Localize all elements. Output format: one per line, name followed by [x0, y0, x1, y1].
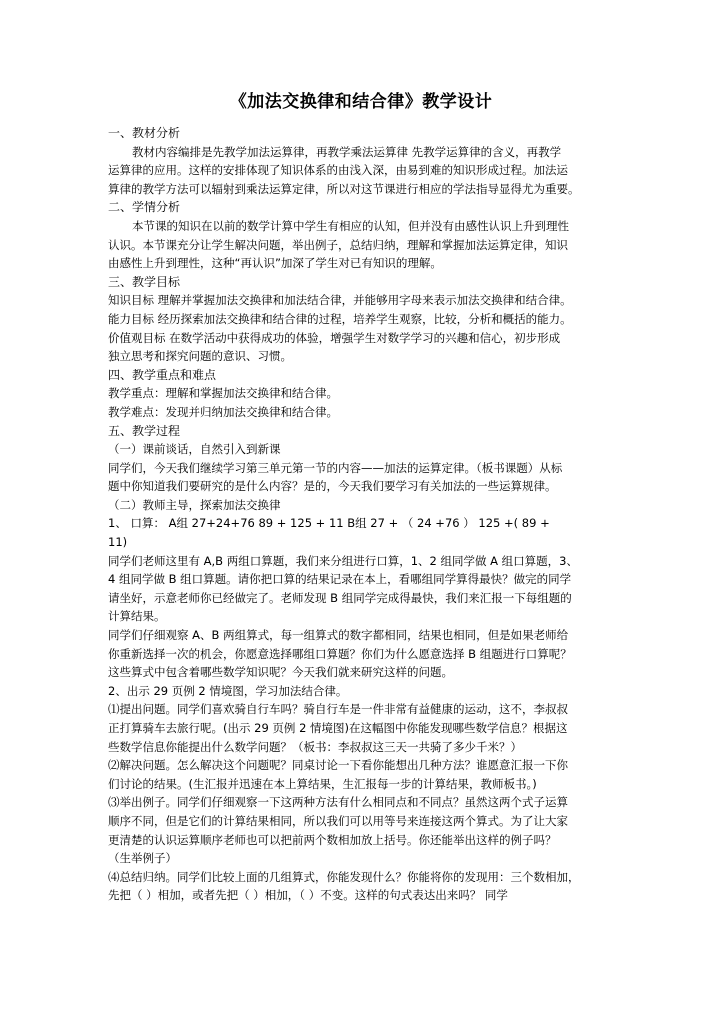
section-heading-teaching-process: 五、教学过程	[108, 423, 181, 438]
paragraph-line: 同学们老师这里有 A,B 两组口算题，我们来分组进行口算，1、2 组同学做 A 组口算题，3、	[108, 553, 579, 568]
paragraph-line: 运算律的应用。这样的安排体现了知识体系的由浅入深，由易到难的知识形成过程。加法运	[108, 163, 568, 178]
paragraph-line: ⑶举出例子。同学们仔细观察一下这两种方法有什么相同点和不同点？虽然这两个式子运算	[108, 795, 568, 810]
subsection-heading: （一）课前谈话，自然引入到新课	[108, 442, 281, 457]
paragraph-line: 算律的教学方法可以辐射到乘法运算定律，所以对这节课进行相应的学法指导显得尤为重要。	[108, 181, 580, 196]
paragraph-line: 同学们，今天我们继续学习第三单元第一节的内容——加法的运算定律。（板书课题）从标	[108, 460, 563, 475]
paragraph-line: 独立思考和探究问题的意识、习惯。	[108, 349, 292, 364]
paragraph-line: 11)	[108, 535, 128, 550]
paragraph-line: 教材内容编排是先教学加法运算律，再教学乘法运算律 先教学运算律的含义，再教学	[132, 144, 562, 159]
paragraph-line: ⑷总结归纳。同学们比较上面的几组算式，你能发现什么？你能将你的发现用：三个数相加，	[108, 869, 580, 884]
paragraph-line: 正打算骑车去旅行呢。(出示 29 页例 2 情境图)在这幅图中你能发现哪些数学信息？根据这	[108, 721, 568, 735]
paragraph-line: 教学重点：理解和掌握加法交换律和结合律。	[108, 386, 338, 401]
paragraph-line: 更清楚的认识运算顺序老师也可以把前两个数相加放上括号。你还能举出这样的例子吗？	[108, 832, 557, 847]
paragraph-line: 这些算式中包含着哪些数学知识呢？今天我们就来研究这样的问题。	[108, 665, 453, 680]
paragraph-line: 们讨论的结果。(生汇报并迅速在本上算结果，生汇报每一步的计算结果，教师板书。)	[108, 776, 537, 791]
paragraph-line: （生举例子）	[108, 851, 177, 866]
section-heading-textbook-analysis: 一、教材分析	[108, 126, 181, 140]
paragraph-line: 知识目标 理解并掌握加法交换律和加法结合律，并能够用字母来表示加法交换律和结合律。	[108, 293, 572, 308]
paragraph-line: ⑴提出问题。同学们喜欢骑自行车吗？骑自行车是一件非常有益健康的运动，这不，李叔叔	[108, 702, 568, 717]
paragraph-line: 价值观目标 在数学活动中获得成功的体验，增强学生对数学学习的兴趣和信心，初步形成	[108, 330, 561, 345]
paragraph-line: 教学难点：发现并归纳加法交换律和结合律。	[108, 404, 338, 419]
section-heading-key-points: 四、教学重点和难点	[108, 367, 217, 382]
paragraph-line: 你重新选择一次的机会，你愿意选择哪组口算题？你们为什么愿意选择 B 组题进行口算呢？	[108, 646, 572, 661]
subsection-heading: （二）教师主导，探索加法交换律	[108, 497, 281, 512]
document-page	[108, 90, 614, 905]
paragraph-line: 同学们仔细观察 A、B 两组算式，每一组算式的数字都相同，结果也相同，但是如果老师给	[108, 628, 569, 643]
paragraph-line: 些数学信息你能提出什么数学问题？（板书：李叔叔这三天一共骑了多少千米？）	[108, 739, 522, 754]
oral-calculation-line: 1、 口算： A组 27+24+76 89 + 125 + 11 B组 27 + （ 24 +76 ） 125 +( 89 +	[108, 516, 550, 531]
paragraph-line: 请坐好，示意老师你已经做完了。老师发现 B 组同学完成得最快，我们来汇报一下每组题的	[108, 590, 572, 605]
paragraph-line: 本节课的知识在以前的数学计算中学生有相应的认知，但并没有由感性认识上升到理性	[132, 218, 569, 233]
section-heading-student-analysis: 二、学情分析	[108, 200, 181, 215]
paragraph-line: ⑵解决问题。怎么解决这个问题呢？同桌讨论一下看你能想出几种方法？谁愿意汇报一下你	[108, 758, 568, 773]
paragraph-line: 先把（ ）相加，或者先把（ ）相加，（ ）不变。这样的句式表达出来吗？ 同学	[108, 888, 508, 903]
paragraph-line: 计算结果。	[108, 609, 166, 624]
paragraph-line: 认识。本节课充分让学生解决问题，举出例子，总结归纳，理解和掌握加法运算定律，知识	[108, 237, 568, 252]
paragraph-line: 能力目标 经历探索加法交换律和结合律的过程，培养学生观察，比较，分析和概括的能力。	[108, 311, 572, 326]
paragraph-line: 题中你知道我们要研究的是什么内容？是的，今天我们要学习有关加法的一些运算规律。	[108, 479, 557, 494]
paragraph-line: 由感性上升到理性，这种“再认识”加深了学生对已有知识的理解。	[108, 256, 442, 271]
section-heading-teaching-goals: 三、教学目标	[108, 274, 181, 289]
paragraph-line: 2、出示 29 页例 2 情境图，学习加法结合律。	[108, 683, 348, 698]
paragraph-line: 4 组同学做 B 组口算题。请你把口算的结果记录在本上，看哪组同学算得最快？做完的同学	[108, 572, 572, 587]
document-title: 《加法交换律和结合律》教学设计	[229, 92, 493, 112]
paragraph-line: 顺序不同，但是它们的计算结果相同，所以我们可以用等号来连接这两个算式。为了让大家	[108, 813, 568, 828]
